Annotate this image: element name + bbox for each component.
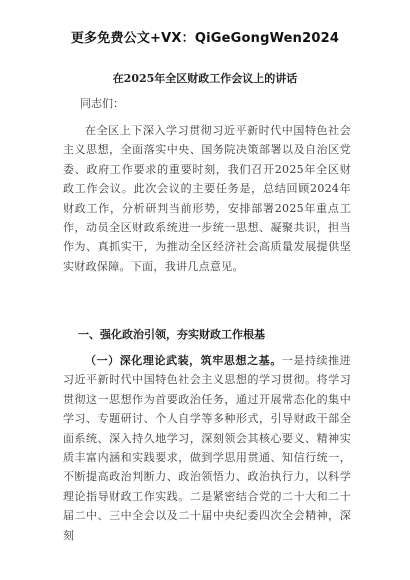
subsection-body: 一是持续推进习近平新时代中国特色社会主义思想的学习贯彻。将学习贯彻这一思想作为首要政治任务，通过开展常态化的集中学习、专题研讨、个人自学等多种形式，引导财政干部全面系统、深入持久地学习，深刻领会其核心要义、精神实质丰富内涵和实践要求，做到学思用贯通、知信行统一，不断提高政治判断力、政治领悟力、政治执行力，以科学理论指导财政工作实践。二是紧密结合党的二十大和二十届二中、三中全会以及二十届中央纪委四次全会精神，深刻 (63, 354, 351, 542)
salutation: 同志们： (80, 97, 124, 110)
subsection-paragraph (63, 351, 351, 545)
subsection-lead: （一）深化理论武装，筑牢思想之基。 (85, 354, 282, 367)
document-title: 在2025年全区财政工作会议上的讲话 (112, 72, 298, 85)
intro-paragraph: 在全区上下深入学习贯彻习近平新时代中国特色社会主义思想，全面落实中央、国务院决策部署以及自治区党委、政府工作要求的重要时刻，我们召开2025年全区财政工作会议。此次会议的主要任务是，总结回顾2024年财政工作，分析研判当前形势，安排部署2025年重点工作，动员全区财政系统进一步统一思想、凝聚共识，担当作为、真抓实干，为推动全区经济社会高质量发展提供坚实财政保障。下面，我讲几点意见。 (63, 124, 351, 273)
header-banner: 更多免费公文+VX：QiGeGongWen2024 (70, 31, 340, 46)
section-heading: 一、强化政治引领，夯实财政工作根基 (78, 328, 265, 341)
